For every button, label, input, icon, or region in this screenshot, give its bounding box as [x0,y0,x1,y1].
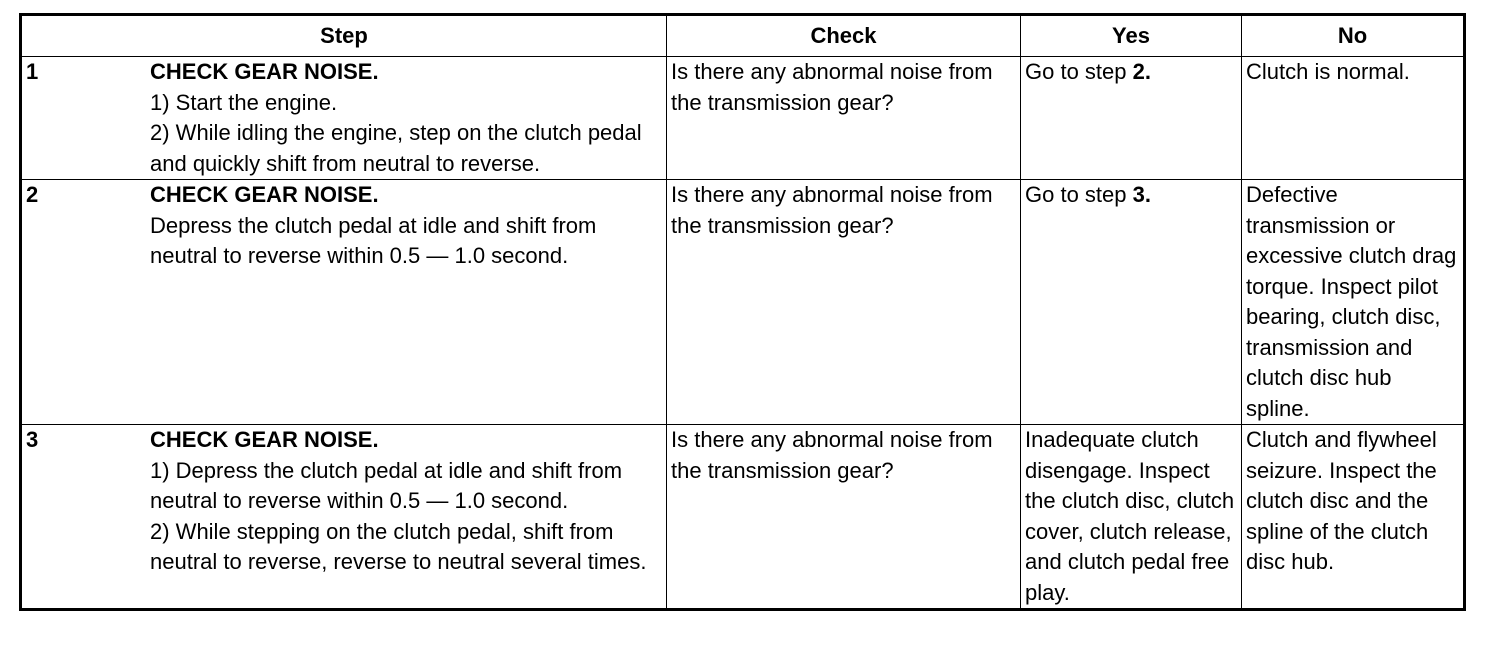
step-instruction: 2) While stepping on the clutch pedal, shift from neutral to reverse, reverse to neutral several times. [150,518,647,574]
no-cell: Defective transmission or excessive clutch drag torque. Inspect pilot bearing, clutch disc, transmission and clutch disc hub spline. [1242,180,1465,425]
check-cell: Is there any abnormal noise from the transmission gear? [667,180,1021,425]
step-instruction: 1) Depress the clutch pedal at idle and shift from neutral to reverse within 0.5 — 1.0 second. [150,457,623,513]
header-row [21,15,1465,57]
step-title: CHECK GEAR NOISE. [150,427,379,452]
step-number: 1 [26,59,39,84]
step-number: 3 [26,427,39,452]
yes-step-link: 3. [1132,182,1151,207]
header-check: Check [667,15,1021,57]
header-yes: Yes [1021,15,1242,57]
diagnostic-table [19,13,1466,611]
table-row [21,180,1465,425]
step-number: 2 [26,182,39,207]
check-cell: Is there any abnormal noise from the transmission gear? [667,57,1021,180]
step-cell [21,180,667,425]
step-instruction: Depress the clutch pedal at idle and shift from neutral to reverse within 0.5 — 1.0 second. [150,212,597,268]
step-instruction: 2) While idling the engine, step on the clutch pedal and quickly shift from neutral to reverse. [150,120,642,176]
no-cell: Clutch and flywheel seizure. Inspect the clutch disc and the spline of the clutch disc hub. [1242,425,1465,610]
yes-prefix: Go to step [1025,59,1133,84]
yes-cell [1021,180,1242,425]
header-step: Step [21,15,667,57]
step-title: CHECK GEAR NOISE. [150,59,379,84]
step-title: CHECK GEAR NOISE. [150,182,379,207]
step-cell [21,425,667,610]
step-cell [21,57,667,180]
table-row [21,425,1465,610]
no-cell: Clutch is normal. [1242,57,1465,180]
step-instruction: 1) Start the engine. [150,89,338,115]
header-no: No [1242,15,1465,57]
yes-prefix: Go to step [1025,182,1133,207]
yes-cell [1021,57,1242,180]
check-cell: Is there any abnormal noise from the transmission gear? [667,425,1021,610]
yes-step-link: 2. [1132,59,1151,84]
yes-cell: Inadequate clutch disengage. Inspect the clutch disc, clutch cover, clutch release, and clutch pedal free play. [1021,425,1242,610]
table-row [21,57,1465,180]
